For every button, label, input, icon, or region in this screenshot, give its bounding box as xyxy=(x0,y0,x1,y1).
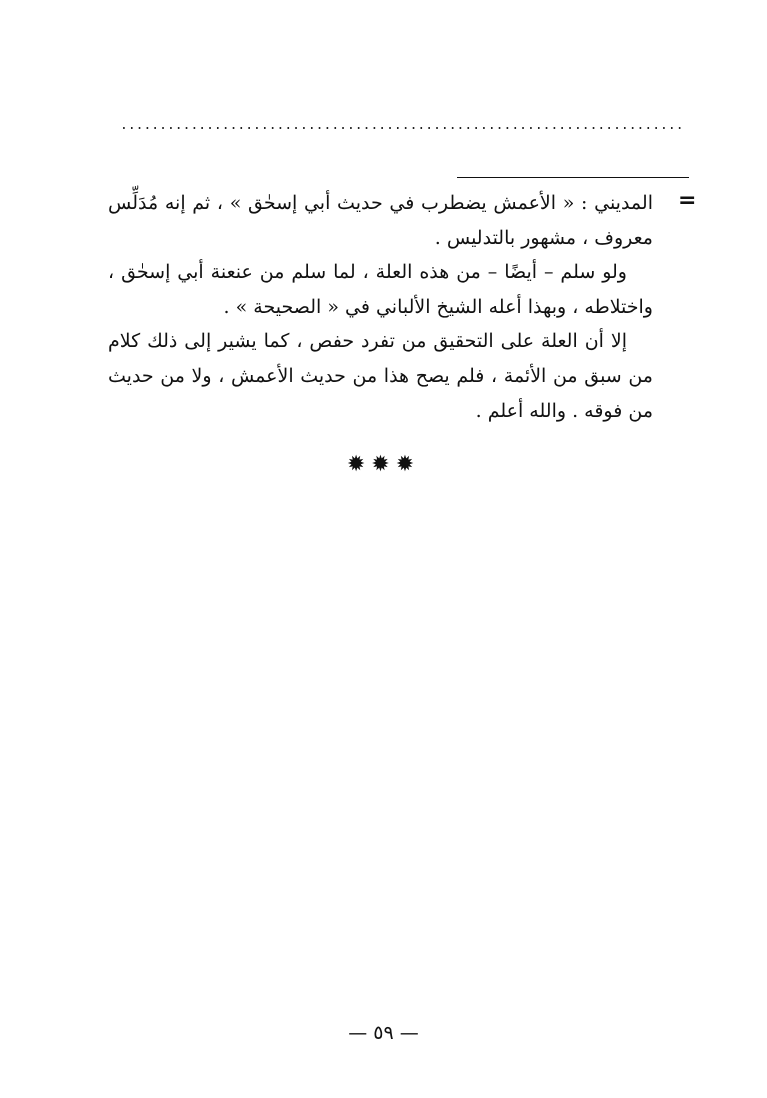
footnote-line-4: واختلاطه ، وبهذا أعله الشيخ الألباني في « الصحيحة » . xyxy=(223,295,653,318)
footnote-line-6: من سبق من الأئمة ، فلم يصح هذا من حديث الأعمش ، ولا من حديث xyxy=(108,364,653,387)
section-separator-stars: ✹✹✹ xyxy=(346,452,421,477)
footnote-text-block xyxy=(108,186,653,428)
header-dotted-rule: ........................................................................ xyxy=(120,118,684,133)
page-number: — ٥٩ — xyxy=(348,1022,419,1044)
footnote-line-5: إلا أن العلة على التحقيق من تفرد حفص ، كما يشير إلى ذلك كلام xyxy=(108,330,627,353)
footnote-line-7: من فوقه . والله أعلم . xyxy=(475,399,653,422)
footnote-line-2: معروف ، مشهور بالتدليس . xyxy=(434,226,653,249)
footnote-line-1: المديني : « الأعمش يضطرب في حديث أبي إسحٰق » ، ثم إنه مُدَلِّس xyxy=(108,192,653,214)
footnote-divider-line xyxy=(457,177,689,178)
footnote-line-3: ولو سلم – أيضًا – من هذه العلة ، لما سلم من عنعنة أبي إسحٰق ، xyxy=(108,261,627,284)
footnote-continuation-mark: = xyxy=(678,188,697,213)
